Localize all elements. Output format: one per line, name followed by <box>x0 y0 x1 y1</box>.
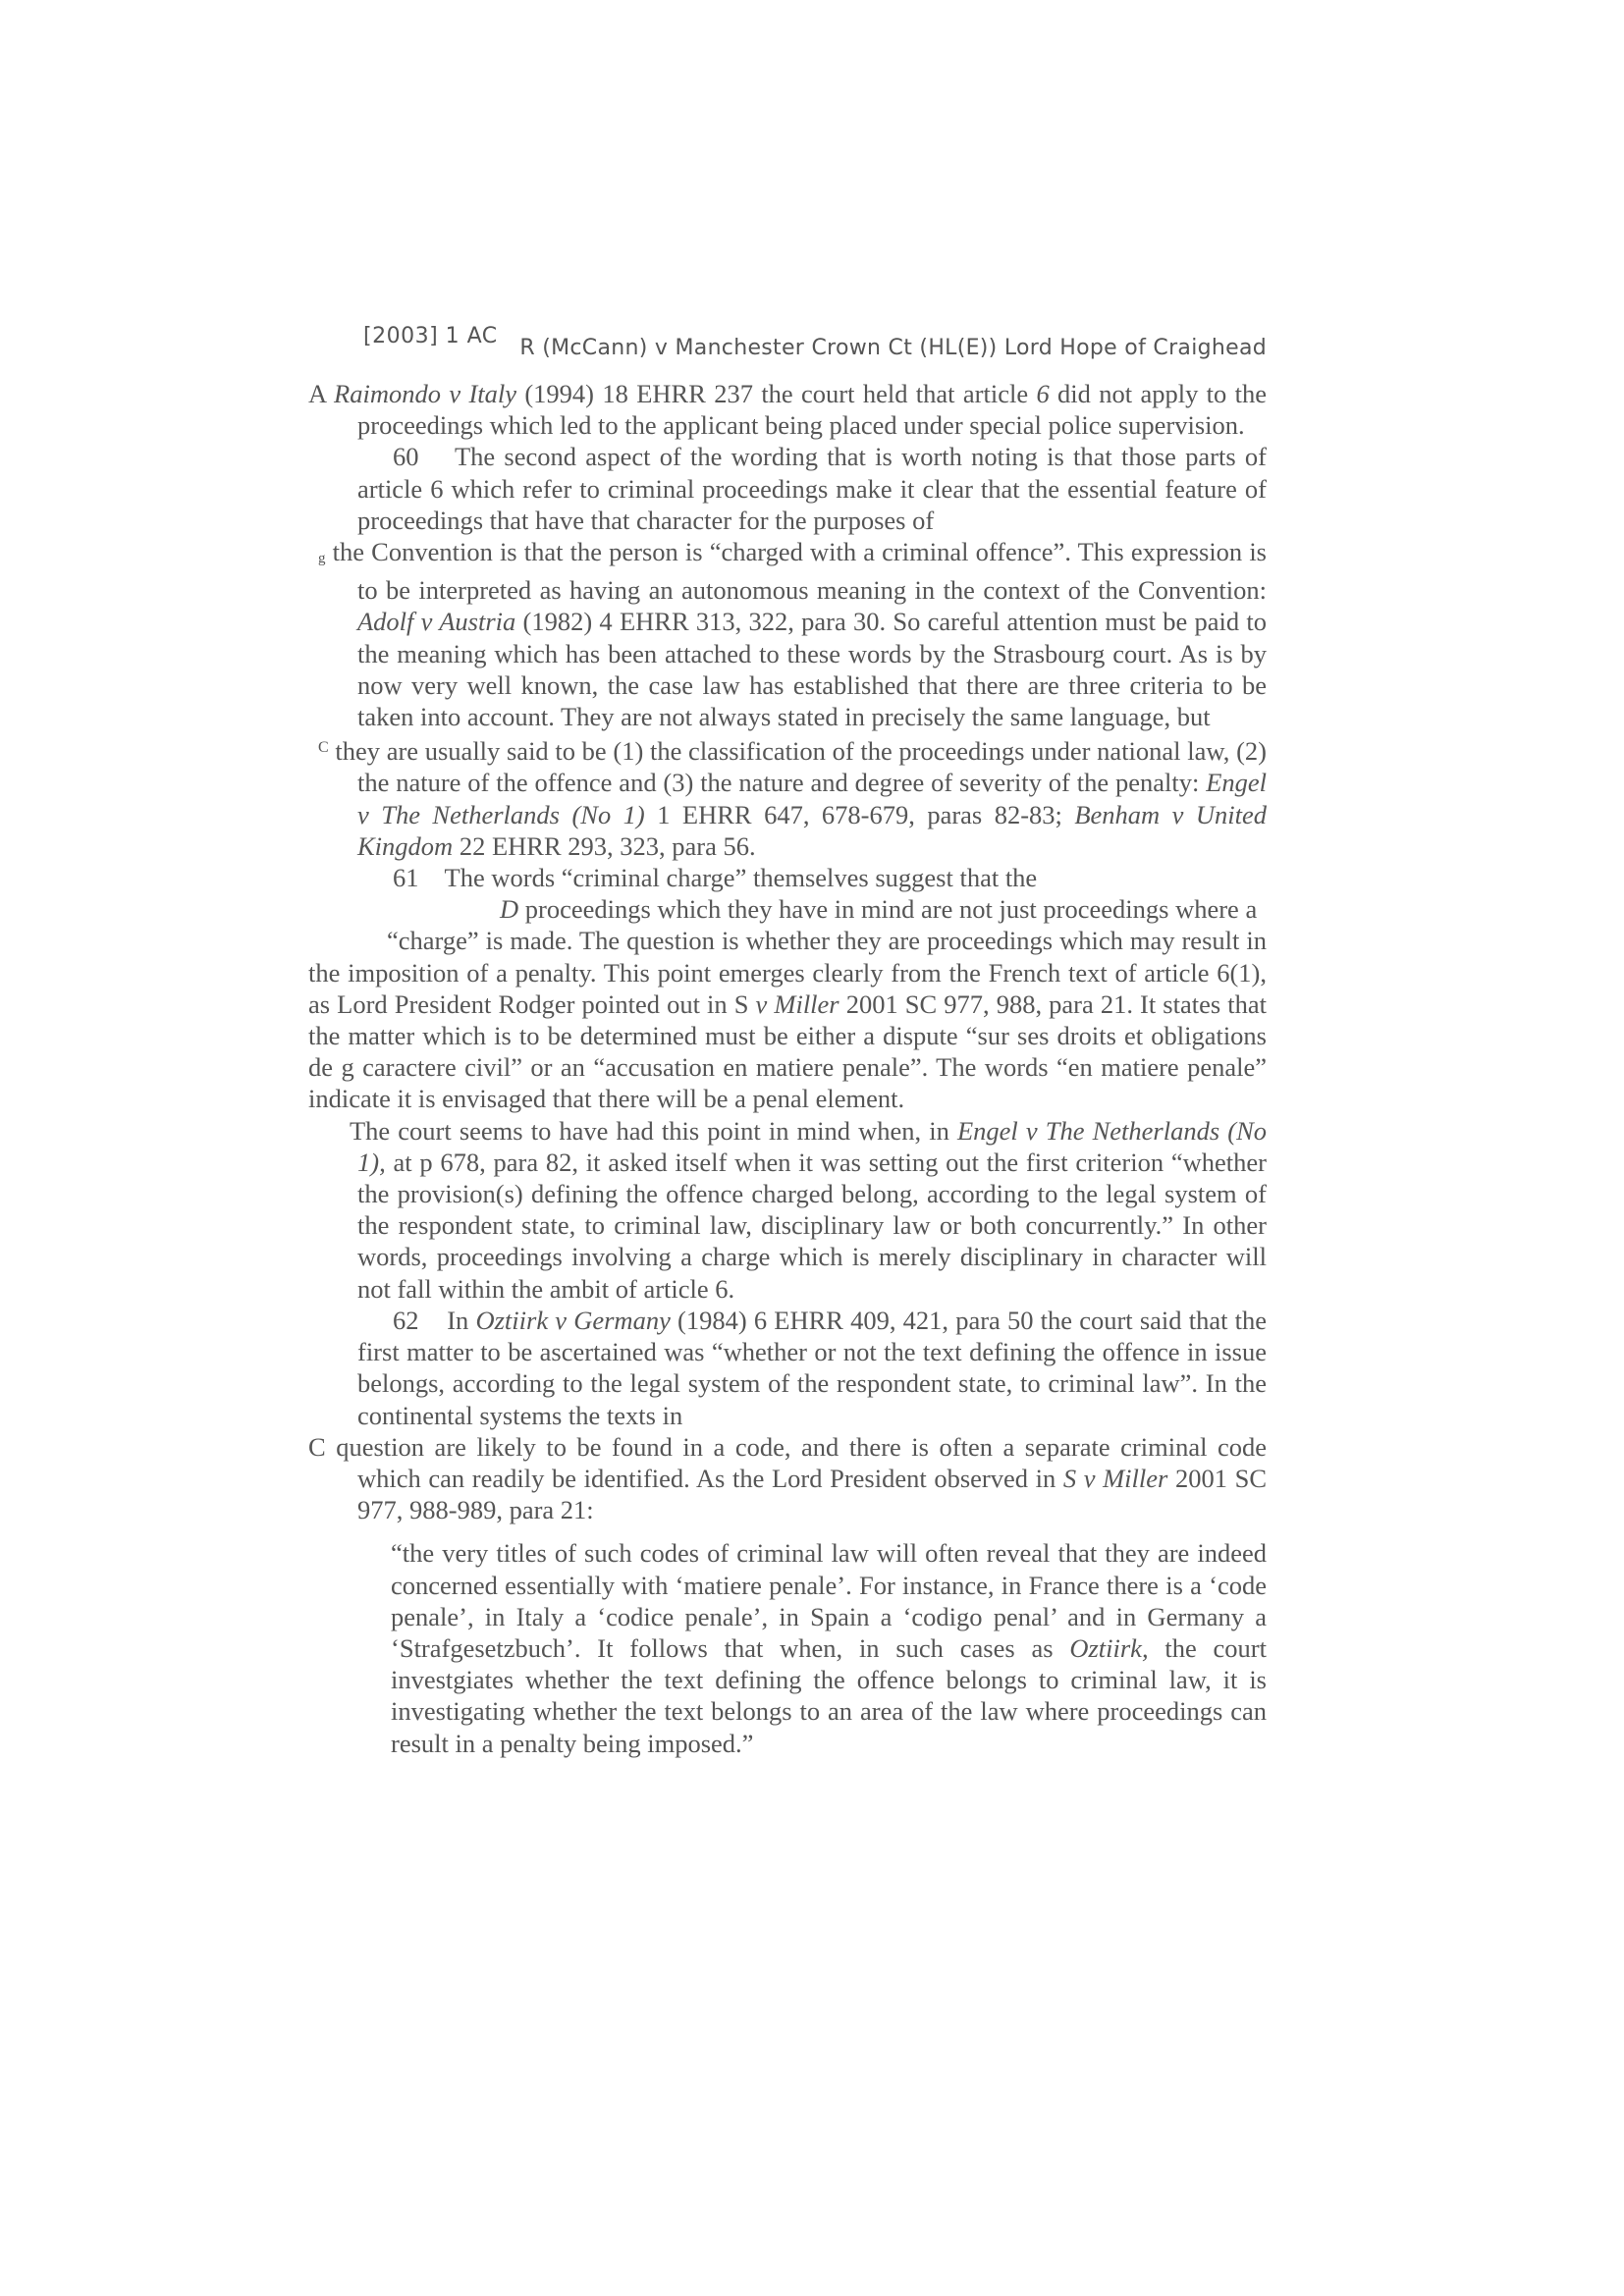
case-name: S v Miller <box>1062 1463 1168 1493</box>
case-name: Oztiirk v Germany <box>475 1305 671 1335</box>
paragraph-60-cont2 <box>308 732 1267 862</box>
paragraph-text: The second aspect of the wording that is worth noting is that those parts of article 6 which refer to criminal proceedings make it clear that the essential feature of proceedings that have that character for the purposes of <box>357 442 1267 535</box>
paragraph-number: 60 <box>393 442 419 472</box>
case-name: Benham v United Kingdom <box>357 799 1267 861</box>
margin-letter-a: A <box>308 379 326 408</box>
running-head: R (McCann) v Manchester Crown Ct (HL(E)) Lord Hope of Craighead <box>519 336 1267 360</box>
block-quote <box>308 1537 1267 1758</box>
margin-letter-c: C <box>308 1431 326 1462</box>
paragraph-60 <box>308 441 1267 536</box>
quote-text: the court investgiates whether the text defining the offence belongs to criminal law, it is investigating whether the text belongs to an area of the law where proceedings can result in a penalty being imposed.” <box>391 1632 1267 1758</box>
paragraph-text: 2001 SC 977, 988-989, para 21: <box>357 1463 1267 1525</box>
paragraph-raimondo <box>308 378 1267 441</box>
paragraph-text: (1994) 18 EHRR 237 the court held that article <box>516 379 1037 408</box>
paragraph-text: proceedings which they have in mind are not just proceedings where a <box>518 894 1258 925</box>
paragraph-text: the Convention is that the person is “charged with a criminal offence”. This expression is to be interpreted as having an autonomous meaning in the context of the Convention: <box>332 537 1267 606</box>
quote-text: “the very titles of such codes of criminal law will often reveal that they are indeed concerned essentially with ‘matiere penale’. For instance, in France there is a ‘code penale’, in Italy a ‘codice penale’, in Spain a ‘codigo penal’ and in Germany a ‘Strafgesetzbuch’. It follows that when, in such cases as <box>391 1538 1267 1663</box>
page-header <box>363 324 1267 363</box>
paragraph-62 <box>308 1305 1267 1431</box>
case-name: v Miller <box>755 988 839 1019</box>
margin-letter-c: C <box>318 739 329 757</box>
case-name: Raimondo v Italy <box>334 379 517 408</box>
paragraph-text: question are likely to be found in a code, and there is often a separate criminal code which can readily be identified. As the Lord President observed in <box>325 1431 1267 1493</box>
paragraph-60-cont <box>308 536 1267 732</box>
paragraph-text: did not apply to the proceedings which led to the applicant being placed under special police supervision. <box>357 379 1268 441</box>
paragraph-text: (1984) 6 EHRR 409, 421, para 50 the court said that the first matter to be ascertained was “whether or not the text defining the offence in issue belongs, according to the legal system of the respondent state, to criminal law”. In the continental systems the texts in <box>357 1305 1268 1430</box>
paragraph-text: 2001 SC 977, 988, para 21. It states that the matter which is to be determined must be either a dispute “sur ses droits et obligations de g caractere civil” or an “accusation en matiere penale”. The words “en matiere penale” indicate it is envisaged that there will be a penal element. <box>308 988 1267 1114</box>
paragraph-62-cont <box>308 1431 1267 1526</box>
paragraph-text: at p 678, para 82, it asked itself when it was setting out the first criterion “whether the provision(s) defining the offence charged belong, according to the legal system of the respondent state, to criminal law, disciplinary law or both concurrently.” In other words, proceedings involving a charge which is merely disciplinary in character will not fall within the ambit of article 6. <box>357 1147 1267 1304</box>
paragraph-text: 1 EHRR 647, 678-679, paras 82-83; <box>644 799 1075 829</box>
paragraph-number: 62 <box>393 1305 419 1335</box>
paragraph-61-d-line <box>308 893 1267 925</box>
margin-letter-b: g <box>318 551 326 567</box>
paragraph-61b <box>308 1115 1267 1305</box>
paragraph-text: (1982) 4 EHRR 313, 322, para 30. So careful attention must be paid to the meaning which has been attached to these words by the Strasbourg court. As is by now very well known, the case law has established that there are three criteria to be taken into account. They are not always stated in precisely the same language, but <box>357 607 1267 732</box>
case-name: Oztiirk, <box>1069 1632 1149 1663</box>
case-name: Engel v The Netherlands (No 1), <box>357 1115 1268 1177</box>
report-citation: [2003] 1 AC <box>363 324 498 348</box>
judgment-body <box>308 378 1267 1759</box>
case-name: Adolf v Austria <box>357 607 516 637</box>
paragraph-text: The court seems to have had this point in mind when, in <box>350 1115 957 1146</box>
paragraph-number: 61 <box>393 863 419 893</box>
paragraph-61 <box>308 862 1267 893</box>
case-name: Engel v The Netherlands (No 1) <box>357 768 1267 829</box>
margin-letter-d: D <box>500 894 519 925</box>
article-number: 6 <box>1036 379 1050 408</box>
paragraph-text: 22 EHRR 293, 323, para 56. <box>453 830 756 861</box>
paragraph-text: The words “criminal charge” themselves suggest that the <box>444 863 1038 893</box>
paragraph-61-cont <box>308 925 1267 1114</box>
paragraph-text: they are usually said to be (1) the classification of the proceedings under national law, (2) the nature of the offence and (3) the nature and degree of severity of the penalty: <box>335 736 1268 798</box>
paragraph-text: In <box>447 1305 476 1335</box>
paragraph-text: “charge” is made. The question is whether they are proceedings which may result in the imposition of a penalty. This point emerges clearly from the French text of article 6(1), as Lord President Rodger pointed out in S <box>308 926 1267 1019</box>
